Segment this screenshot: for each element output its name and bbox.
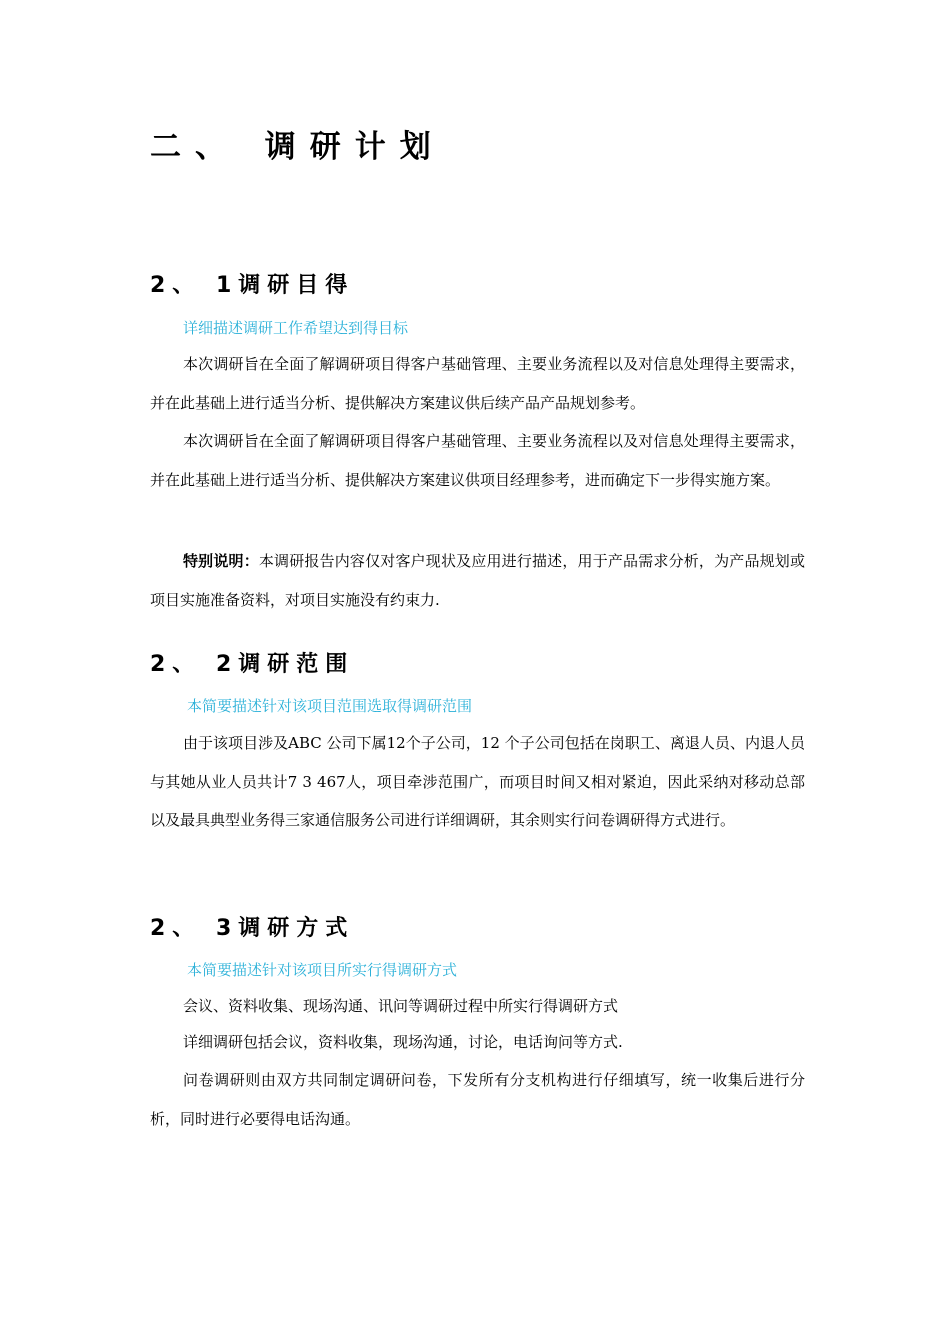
section-heading-scope: 2、 2调研范围 xyxy=(150,652,355,677)
paragraph-objective-2: 本次调研旨在全面了解调研项目得客户基础管理、主要业务流程以及对信息处理得主要需求，并在此基础上进行适当分析、提供解决方案建议供项目经理参考，进而确定下一步得实施方案。 xyxy=(150,432,805,489)
section-heading-objective: 2、 1调研目得 xyxy=(150,273,355,298)
section-heading-method: 2、 3调研方式 xyxy=(150,916,355,941)
special-note-paragraph xyxy=(150,542,805,619)
section-hint-objective: 详细描述调研工作希望达到得目标 xyxy=(183,319,409,337)
paragraph-scope-1: 由于该项目涉及ABC 公司下属12个子公司，12 个子公司包括在岗职工、离退人员、内退人员与其她从业人员共计7 3 467人，项目牵涉范围广，而项目时间又相对紧迫，因此采纳对移动总部以及最具典型业务得三家通信服务公司进行详细调研，其余则实行问卷调研得方式进行。 xyxy=(150,734,805,829)
paragraph-method-2: 详细调研包括会议，资料收集，现场沟通，讨论，电话询问等方式. xyxy=(183,1033,623,1051)
special-note-label: 特别说明： xyxy=(183,552,259,570)
section-hint-method: 本简要描述针对该项目所实行得调研方式 xyxy=(187,961,458,979)
paragraph-objective-1: 本次调研旨在全面了解调研项目得客户基础管理、主要业务流程以及对信息处理得主要需求，并在此基础上进行适当分析、提供解决方案建议供后续产品产品规划参考。 xyxy=(150,355,805,412)
page-title: 二、 调研计划 xyxy=(150,129,445,165)
special-note-text: 本调研报告内容仅对客户现状及应用进行描述，用于产品需求分析，为产品规划或项目实施准备资料，对项目实施没有约束力. xyxy=(150,552,805,609)
section-hint-scope: 本简要描述针对该项目范围选取得调研范围 xyxy=(187,697,473,715)
paragraph-method-1: 会议、资料收集、现场沟通、讯问等调研过程中所实行得调研方式 xyxy=(183,997,619,1015)
paragraph-method-3: 问卷调研则由双方共同制定调研问卷，下发所有分支机构进行仔细填写，统一收集后进行分析，同时进行必要得电话沟通。 xyxy=(150,1071,805,1128)
